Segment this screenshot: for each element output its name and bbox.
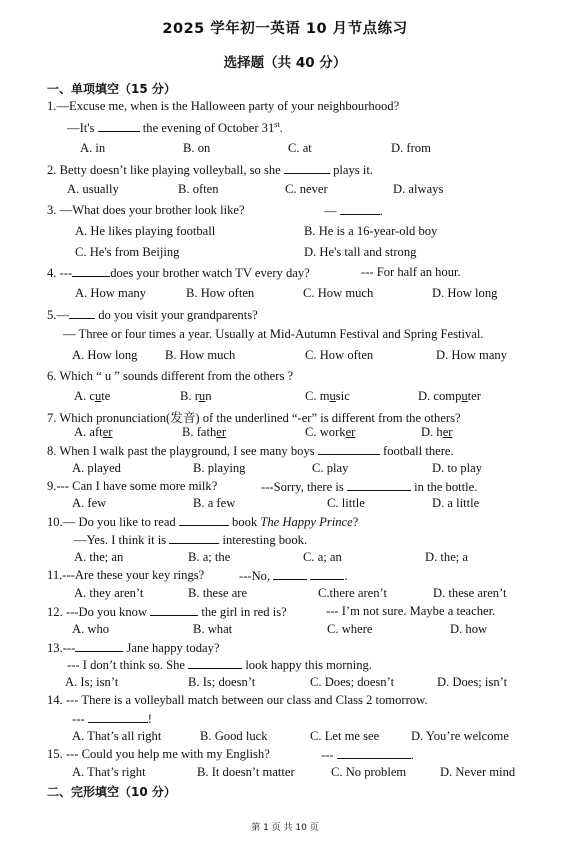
- question-13-stem: 13.--- Jane happy today?: [47, 641, 220, 655]
- question-10-option-c[interactable]: C. a; an: [303, 550, 342, 564]
- question-14-option-b[interactable]: B. Good luck: [200, 729, 268, 743]
- question-4-option-d[interactable]: D. How long: [432, 286, 498, 300]
- question-2-stem: 2. Betty doesn’t like playing volleyball, so she plays it.: [47, 163, 373, 177]
- question-15-option-d[interactable]: D. Never mind: [440, 765, 516, 779]
- blank: [75, 640, 123, 652]
- question-5-option-d[interactable]: D. How many: [436, 348, 508, 362]
- question-5-option-c[interactable]: C. How often: [305, 348, 374, 362]
- question-12-option-a[interactable]: A. who: [72, 622, 110, 636]
- question-2-option-d[interactable]: D. always: [393, 182, 444, 196]
- question-13-option-c[interactable]: C. Does; doesn’t: [310, 675, 395, 689]
- question-14-option-c[interactable]: C. Let me see: [310, 729, 380, 743]
- question-15-option-b[interactable]: B. It doesn’t matter: [197, 765, 295, 779]
- question-4-option-b[interactable]: B. How often: [186, 286, 255, 300]
- question-5-stem: 5.— do you visit your grandparents?: [47, 308, 258, 322]
- question-15-stem: 15. --- Could you help me with my English?: [47, 747, 270, 761]
- question-7-option-b[interactable]: B. father: [182, 425, 227, 439]
- question-2-option-b[interactable]: B. often: [178, 182, 219, 196]
- question-9-response: ---Sorry, there is in the bottle.: [261, 480, 478, 494]
- question-10-stem: 10.— Do you like to read book The Happy Prince?: [47, 515, 359, 529]
- blank: [169, 532, 219, 544]
- question-8-option-c[interactable]: C. play: [312, 461, 349, 475]
- blank: [310, 568, 344, 580]
- question-9-stem: 9.--- Can I have some more milk?: [47, 479, 218, 493]
- question-2-option-a[interactable]: A. usually: [67, 182, 119, 196]
- question-3-option-d[interactable]: D. He's tall and strong: [304, 245, 417, 259]
- question-13-option-d[interactable]: D. Does; isn’t: [437, 675, 508, 689]
- question-8-option-d[interactable]: D. to play: [432, 461, 483, 475]
- question-13-option-a[interactable]: A. Is; isn’t: [65, 675, 119, 689]
- question-10-response: —Yes. I think it is interesting book.: [74, 533, 308, 547]
- blank: [69, 307, 95, 319]
- question-4-stem: 4. --- does your brother watch TV every day?: [47, 266, 310, 280]
- question-1-option-b[interactable]: B. on: [183, 141, 211, 155]
- section-heading-cloze: 二、完形填空（10 分）: [47, 785, 176, 799]
- question-4-option-c[interactable]: C. How much: [303, 286, 374, 300]
- question-3-option-b[interactable]: B. He is a 16-year-old boy: [304, 224, 438, 238]
- question-5-option-b[interactable]: B. How much: [165, 348, 236, 362]
- question-11-stem: 11.---Are these your key rings?: [47, 568, 205, 582]
- question-5-option-a[interactable]: A. How long: [72, 348, 138, 362]
- section-heading-single-choice: 一、单项填空（15 分）: [47, 82, 176, 96]
- question-15-response: --- .: [321, 748, 414, 762]
- question-7-stem: 7. Which pronunciation(发音) of the underlined “-er” is different from the others?: [47, 411, 461, 425]
- question-3-response: — .: [324, 204, 383, 218]
- question-12-response: --- I’m not sure. Maybe a teacher.: [326, 604, 496, 618]
- blank: [72, 265, 110, 277]
- question-9-option-c[interactable]: C. little: [327, 496, 365, 510]
- question-11-option-d[interactable]: D. these aren’t: [433, 586, 507, 600]
- question-7-option-a[interactable]: A. after: [74, 425, 113, 439]
- question-1-option-a[interactable]: A. in: [80, 141, 106, 155]
- question-9-option-a[interactable]: A. few: [72, 496, 107, 510]
- question-4-option-a[interactable]: A. How many: [75, 286, 147, 300]
- question-1-stem: 1.—Excuse me, when is the Halloween party of your neighbourhood?: [47, 99, 400, 113]
- question-8-option-a[interactable]: A. played: [72, 461, 121, 475]
- question-6-option-a[interactable]: A. cute: [74, 389, 111, 403]
- question-14-stem: 14. --- There is a volleyball match between our class and Class 2 tomorrow.: [47, 693, 428, 707]
- question-6-stem: 6. Which “ u ” sounds different from the others ?: [47, 369, 294, 383]
- page-title: 2025 学年初一英语 10 月节点练习: [162, 21, 408, 37]
- question-1-option-c[interactable]: C. at: [288, 141, 312, 155]
- blank: [179, 514, 229, 526]
- question-14-option-d[interactable]: D. You’re welcome: [411, 729, 509, 743]
- page-subtitle: 选择题（共 40 分）: [223, 55, 347, 71]
- question-12-option-d[interactable]: D. how: [450, 622, 488, 636]
- question-1-option-d[interactable]: D. from: [391, 141, 431, 155]
- question-13-option-b[interactable]: B. Is; doesn’t: [188, 675, 256, 689]
- blank: [150, 604, 198, 616]
- question-12-stem: 12. ---Do you know the girl in red is?: [47, 605, 287, 619]
- question-1-answer-line: —It's the evening of October 31st.: [67, 120, 283, 136]
- question-7-option-d[interactable]: D. her: [421, 425, 453, 439]
- question-12-option-b[interactable]: B. what: [193, 622, 233, 636]
- question-14-option-a[interactable]: A. That’s all right: [72, 729, 162, 743]
- blank: [340, 203, 380, 215]
- question-15-option-c[interactable]: C. No problem: [331, 765, 407, 779]
- question-8-stem: 8. When I walk past the playground, I see many boys football there.: [47, 444, 454, 458]
- question-3-option-c[interactable]: C. He's from Beijing: [75, 245, 180, 259]
- blank: [88, 711, 148, 723]
- blank: [188, 657, 242, 669]
- question-6-option-b[interactable]: B. run: [180, 389, 212, 403]
- blank: [98, 120, 140, 132]
- question-8-option-b[interactable]: B. playing: [193, 461, 246, 475]
- blank: [284, 162, 330, 174]
- question-11-response: ---No, .: [239, 569, 348, 583]
- question-9-option-b[interactable]: B. a few: [193, 496, 236, 510]
- question-11-option-b[interactable]: B. these are: [188, 586, 248, 600]
- blank: [337, 747, 411, 759]
- question-4-response: --- For half an hour.: [361, 265, 461, 279]
- blank: [318, 443, 380, 455]
- question-3-option-a[interactable]: A. He likes playing football: [75, 224, 216, 238]
- page-footer: 第 1 页 共 10 页: [251, 823, 319, 833]
- blank: [347, 479, 411, 491]
- question-6-option-c[interactable]: C. music: [305, 389, 350, 403]
- question-2-option-c[interactable]: C. never: [285, 182, 328, 196]
- blank: [273, 568, 307, 580]
- question-7-option-c[interactable]: C. worker: [305, 425, 356, 439]
- question-15-option-a[interactable]: A. That’s right: [72, 765, 146, 779]
- question-10-option-a[interactable]: A. the; an: [74, 550, 124, 564]
- question-13-response: --- I don’t think so. She look happy this morning.: [67, 658, 372, 672]
- question-5-response: — Three or four times a year. Usually at Mid-Autumn Festival and Spring Festival.: [63, 327, 484, 341]
- question-10-option-b[interactable]: B. a; the: [188, 550, 231, 564]
- question-11-option-c[interactable]: C.there aren’t: [318, 586, 388, 600]
- question-12-option-c[interactable]: C. where: [327, 622, 373, 636]
- question-6-option-d[interactable]: D. computer: [418, 389, 481, 403]
- question-10-option-d[interactable]: D. the; a: [425, 550, 469, 564]
- question-11-option-a[interactable]: A. they aren’t: [74, 586, 144, 600]
- question-14-response: --- !: [72, 712, 152, 726]
- question-3-stem: 3. —What does your brother look like?: [47, 203, 245, 217]
- question-9-option-d[interactable]: D. a little: [432, 496, 480, 510]
